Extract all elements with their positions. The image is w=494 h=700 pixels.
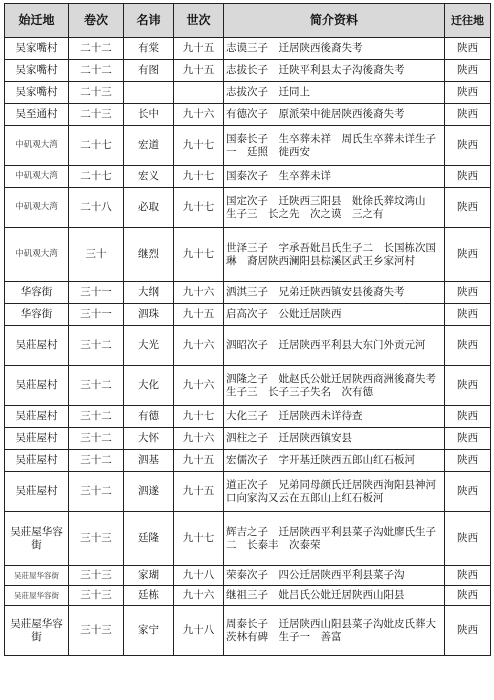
volume-cell: 三十一 [69, 304, 124, 326]
name-cell: 有德 [124, 406, 174, 428]
header-destination: 迁往地 [445, 4, 491, 38]
summary-cell: 宏儒次子 字开基迁陕西五郎山红石板河 [224, 450, 445, 472]
volume-cell: 三十三 [69, 606, 124, 656]
genealogy-table-container [4, 3, 490, 656]
summary-cell: 国泰次子 生卒葬未详 [224, 166, 445, 188]
volume-cell: 二十七 [69, 166, 124, 188]
destination-cell: 陕西 [445, 326, 491, 366]
destination-cell: 陕西 [445, 104, 491, 126]
summary-cell: 世泽三子 字承吾妣吕氏生子二 长国栋次国琳 裔居陕西澜阳县棕溪区武王乡家河村 [224, 228, 445, 282]
table-row [5, 586, 491, 606]
destination-cell: 陕西 [445, 450, 491, 472]
generation-cell: 九十八 [174, 566, 224, 586]
destination-cell: 陕西 [445, 566, 491, 586]
generation-cell [174, 82, 224, 104]
volume-cell: 三十二 [69, 428, 124, 450]
generation-cell: 九十六 [174, 282, 224, 304]
header-row [5, 4, 491, 38]
generation-cell: 九十七 [174, 406, 224, 428]
header-origin: 始迁地 [5, 4, 69, 38]
summary-cell: 启高次子 公妣迁居陕西 [224, 304, 445, 326]
table-row [5, 366, 491, 406]
summary-cell: 大化三子 迁居陕西未详待查 [224, 406, 445, 428]
origin-cell: 中矶观大湾 [5, 126, 69, 166]
destination-cell: 陕西 [445, 428, 491, 450]
table-row [5, 606, 491, 656]
origin-cell: 吴家嘴村 [5, 38, 69, 60]
header-summary: 简介资料 [224, 4, 445, 38]
generation-cell: 九十七 [174, 228, 224, 282]
destination-cell: 陕西 [445, 38, 491, 60]
origin-cell: 吴莊屋村 [5, 326, 69, 366]
volume-cell: 二十八 [69, 188, 124, 228]
volume-cell: 三十一 [69, 282, 124, 304]
name-cell: 大光 [124, 326, 174, 366]
volume-cell: 三十二 [69, 406, 124, 428]
migration-table [4, 3, 491, 656]
name-cell: 泗基 [124, 450, 174, 472]
origin-cell: 中矶观大湾 [5, 188, 69, 228]
name-cell: 有图 [124, 60, 174, 82]
summary-cell: 泗昭次子 迁居陕西平利县大东门外贡元河 [224, 326, 445, 366]
table-row [5, 38, 491, 60]
generation-cell: 九十七 [174, 126, 224, 166]
destination-cell: 陕西 [445, 366, 491, 406]
origin-cell: 中矶观大湾 [5, 166, 69, 188]
generation-cell: 九十五 [174, 60, 224, 82]
destination-cell: 陕西 [445, 304, 491, 326]
summary-cell: 国定次子 迁陕西三阳县 妣徐氏葬坟湾山 生子三 长之先 次之谟 三之有 [224, 188, 445, 228]
name-cell: 必取 [124, 188, 174, 228]
origin-cell: 吴莊屋村 [5, 472, 69, 512]
table-row [5, 512, 491, 566]
summary-cell: 有德次子 原派荣中徙居陕西後裔失考 [224, 104, 445, 126]
name-cell: 廷隆 [124, 512, 174, 566]
header-name: 名讳 [124, 4, 174, 38]
volume-cell: 三十 [69, 228, 124, 282]
header-generation: 世次 [174, 4, 224, 38]
generation-cell: 九十六 [174, 104, 224, 126]
name-cell: 家瑚 [124, 566, 174, 586]
summary-cell: 洒淇三子 兄弟迁陕西镇安县後裔失考 [224, 282, 445, 304]
generation-cell: 九十六 [174, 428, 224, 450]
destination-cell: 陕西 [445, 60, 491, 82]
table-row [5, 228, 491, 282]
summary-cell: 志拔次子 迁同上 [224, 82, 445, 104]
origin-cell: 华容街 [5, 304, 69, 326]
generation-cell: 九十七 [174, 166, 224, 188]
generation-cell: 九十七 [174, 188, 224, 228]
table-row [5, 188, 491, 228]
generation-cell: 九十五 [174, 304, 224, 326]
table-row [5, 104, 491, 126]
summary-cell: 继祖三子 妣吕氏公妣迁居陕西山阳县 [224, 586, 445, 606]
name-cell: 有棠 [124, 38, 174, 60]
volume-cell: 二十三 [69, 82, 124, 104]
header-volume: 卷次 [69, 4, 124, 38]
table-row [5, 126, 491, 166]
destination-cell: 陕西 [445, 228, 491, 282]
origin-cell: 吴家嘴村 [5, 82, 69, 104]
destination-cell: 陕西 [445, 586, 491, 606]
name-cell: 宏义 [124, 166, 174, 188]
table-row [5, 472, 491, 512]
summary-cell: 泗隆之子 妣赵氏公妣迁居陕西商洲後裔失考 生子三 长子三子失名 次有德 [224, 366, 445, 406]
summary-cell: 国泰长子 生卒葬未祥 周氏生卒葬未详生子一 廷照 徙西安 [224, 126, 445, 166]
summary-cell: 泗柱之子 迁居陕西镇安县 [224, 428, 445, 450]
table-row [5, 406, 491, 428]
origin-cell: 华容街 [5, 282, 69, 304]
name-cell: 大纲 [124, 282, 174, 304]
volume-cell: 三十二 [69, 366, 124, 406]
summary-cell: 志拔长子 迁陕平利县太子沟後裔失考 [224, 60, 445, 82]
origin-cell: 吴莊屋华容街 [5, 586, 69, 606]
name-cell: 长中 [124, 104, 174, 126]
generation-cell: 九十五 [174, 38, 224, 60]
summary-cell: 志谟三子 迁居陕西後裔失考 [224, 38, 445, 60]
generation-cell: 九十七 [174, 512, 224, 566]
destination-cell: 陕西 [445, 188, 491, 228]
origin-cell: 吴莊屋华容街 [5, 606, 69, 656]
volume-cell: 二十二 [69, 60, 124, 82]
origin-cell: 吴莊屋村 [5, 366, 69, 406]
table-row [5, 82, 491, 104]
name-cell: 泗遂 [124, 472, 174, 512]
volume-cell: 三十三 [69, 512, 124, 566]
generation-cell: 九十六 [174, 366, 224, 406]
volume-cell: 二十七 [69, 126, 124, 166]
origin-cell: 吴莊屋村 [5, 406, 69, 428]
destination-cell: 陕西 [445, 282, 491, 304]
name-cell: 家宁 [124, 606, 174, 656]
table-row [5, 450, 491, 472]
name-cell: 廷栋 [124, 586, 174, 606]
generation-cell: 九十六 [174, 586, 224, 606]
summary-cell: 荣泰次子 四公迁居陕西平利县菜子沟 [224, 566, 445, 586]
destination-cell: 陕西 [445, 472, 491, 512]
name-cell: 泗珠 [124, 304, 174, 326]
name-cell: 继烈 [124, 228, 174, 282]
origin-cell: 吴至通村 [5, 104, 69, 126]
destination-cell: 陕西 [445, 606, 491, 656]
name-cell: 大化 [124, 366, 174, 406]
name-cell: 宏道 [124, 126, 174, 166]
table-row [5, 566, 491, 586]
name-cell [124, 82, 174, 104]
summary-cell: 周泰长子 迁居陕西山阳县菜子沟妣皮氏葬大茨林有碑 生子一 善富 [224, 606, 445, 656]
destination-cell: 陕西 [445, 82, 491, 104]
volume-cell: 二十二 [69, 38, 124, 60]
table-row [5, 60, 491, 82]
generation-cell: 九十五 [174, 450, 224, 472]
name-cell: 大怀 [124, 428, 174, 450]
destination-cell: 陕西 [445, 406, 491, 428]
generation-cell: 九十五 [174, 472, 224, 512]
volume-cell: 三十三 [69, 586, 124, 606]
table-row [5, 304, 491, 326]
generation-cell: 九十八 [174, 606, 224, 656]
volume-cell: 三十二 [69, 326, 124, 366]
origin-cell: 吴莊屋华容街 [5, 566, 69, 586]
volume-cell: 二十三 [69, 104, 124, 126]
volume-cell: 三十二 [69, 450, 124, 472]
table-row [5, 166, 491, 188]
table-row [5, 326, 491, 366]
summary-cell: 道正次子 兄弟同母颜氏迁居陕西洵阳县神河口向家沟又云在五郎山上红石板河 [224, 472, 445, 512]
origin-cell: 吴莊屋华容街 [5, 512, 69, 566]
origin-cell: 吴莊屋村 [5, 428, 69, 450]
volume-cell: 三十二 [69, 472, 124, 512]
destination-cell: 陕西 [445, 512, 491, 566]
origin-cell: 中矶观大湾 [5, 228, 69, 282]
origin-cell: 吴家嘴村 [5, 60, 69, 82]
table-row [5, 428, 491, 450]
generation-cell: 九十六 [174, 326, 224, 366]
table-body [5, 38, 491, 656]
summary-cell: 辉吉之子 迁居陕西平利县菜子沟妣廖氏生子二 长泰丰 次泰荣 [224, 512, 445, 566]
volume-cell: 三十三 [69, 566, 124, 586]
destination-cell: 陕西 [445, 126, 491, 166]
table-row [5, 282, 491, 304]
destination-cell: 陕西 [445, 166, 491, 188]
origin-cell: 吴莊屋村 [5, 450, 69, 472]
